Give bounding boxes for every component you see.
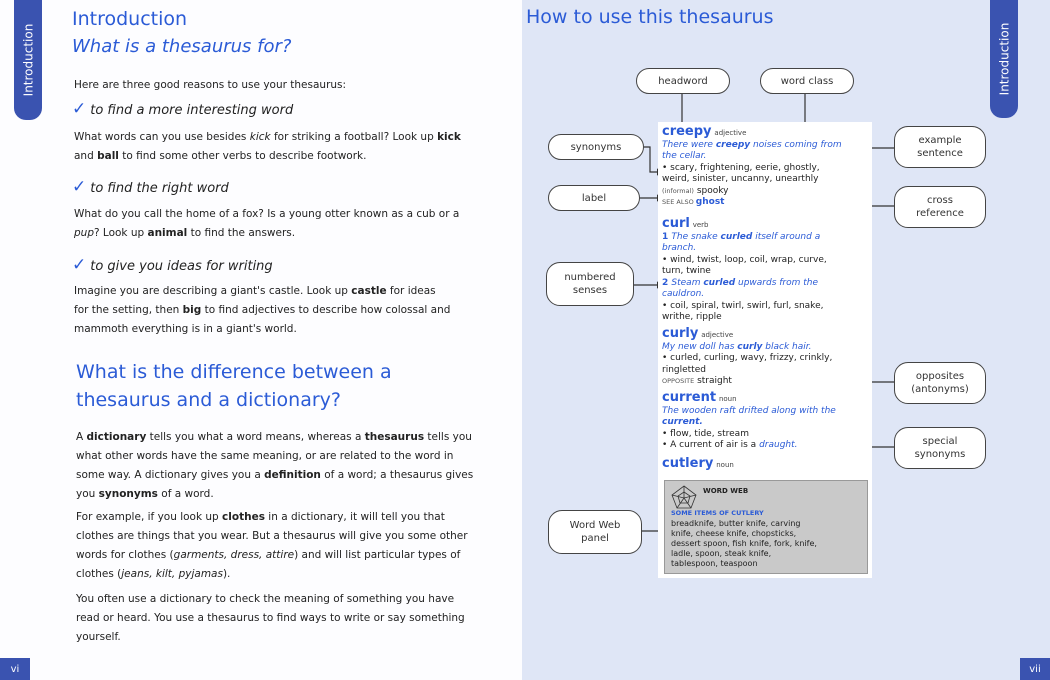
reason-1-text: What words can you use besides kick for striking a football? Look up kick and ball to find some other verbs to describe footwork. [74, 131, 461, 162]
reason-1-heading [72, 99, 293, 119]
right-page [522, 0, 1050, 680]
word-web-title: WORD WEB [703, 487, 749, 495]
word-class: verb [692, 221, 709, 229]
reason-3-heading [72, 255, 273, 275]
sample-entries-panel [658, 122, 872, 578]
headword: current [662, 390, 717, 405]
entry-current: current noun The wooden raft drifted along with the current. • flow, tide, stream • A current of air is a draught. [662, 390, 836, 450]
word-class: adjective [701, 331, 734, 339]
word-class: adjective [714, 129, 747, 137]
callout-example-sentence: example sentence [894, 126, 986, 168]
headword: cutlery [662, 456, 714, 471]
word-web-subtitle: SOME ITEMS OF CUTLERY [671, 509, 764, 517]
word-class: noun [718, 395, 737, 403]
reason-2-heading [72, 177, 229, 197]
entry-creepy: creepy adjective There were creepy noises coming from the cellar. • scary, frightening, eerie, ghostly, weird, sinister, uncanny, unearthly (informal) spooky SEE ALSO ghost [662, 124, 842, 207]
label-tag: (informal) [662, 186, 694, 195]
example-sentence: There were creepy noises coming from the cellar. [662, 139, 842, 161]
section-tab-left [14, 0, 42, 120]
section-tab-label: Introduction [21, 23, 36, 97]
reason-2-text: What do you call the home of a fox? Is a young otter known as a cub or a pup? Look up animal to find the answers. [74, 208, 460, 239]
synonyms: • scary, frightening, eerie, ghostly, [662, 162, 820, 173]
word-class: noun [716, 461, 734, 469]
section-tab-label: Introduction [997, 22, 1012, 96]
headword: curly [662, 326, 699, 341]
word-web-list: breadknife, butter knife, carving knife, cheese knife, chopsticks, dessert spoon, fish knife, fork, knife, ladle, spoon, steak knife, tablespoon, teaspoon [671, 519, 817, 568]
difference-paragraph-2: For example, if you look up clothes in a dictionary, it will tell you that clothes are things that you wear. But a thesaurus will give you some other words for clothes (garments, dress, attire) and will list particular types of clothes (jeans, kilt, pyjamas). [76, 511, 468, 580]
entry-cutlery [662, 458, 868, 472]
callout-opposites: opposites (antonyms) [894, 362, 986, 404]
reason-3-text: Imagine you are describing a giant's castle. Look up castle for ideas for the setting, then big to find adjectives to describe how colossal and mammoth everything is in a giant's world. [74, 285, 451, 335]
reason-2-title: to find the right word [90, 181, 229, 196]
checkmark-icon: ✓ [72, 99, 87, 119]
page-number-left: vi [0, 658, 30, 680]
left-page [0, 0, 522, 680]
headword: creepy [662, 124, 712, 139]
page-number-right: vii [1020, 658, 1050, 680]
entry-curly: curly adjective My new doll has curly black hair. • curled, curling, wavy, frizzy, crinkly, ringletted OPPOSITE straight [662, 326, 833, 386]
callout-word-class: word class [760, 68, 854, 94]
headword: curl [662, 216, 690, 231]
reason-1-title: to find a more interesting word [90, 103, 294, 118]
reason-3-title: to give you ideas for writing [90, 259, 273, 274]
callout-word-web-panel: Word Web panel [548, 510, 642, 554]
page-heading: How to use this thesaurus [526, 6, 774, 28]
difference-heading: What is the difference between a thesaurus and a dictionary? [76, 361, 392, 411]
callout-synonyms: synonyms [548, 134, 644, 160]
spider-web-icon [669, 484, 699, 510]
callout-cross-reference: cross reference [894, 186, 986, 228]
page-subheading: What is a thesaurus for? [72, 36, 292, 57]
checkmark-icon: ✓ [72, 177, 87, 197]
opposite-word: straight [697, 376, 732, 386]
cross-reference: ghost [695, 197, 725, 207]
callout-numbered-senses: numbered senses [546, 262, 634, 306]
opposite-label: OPPOSITE [662, 377, 695, 385]
entry-curl: curl verb 1 The snake curled itself around a branch. • wind, twist, loop, coil, wrap, curve, turn, twine 2 Steam curled upwards from the cauldron. • coil, spiral, twirl, swirl, furl, snake, writhe, ripple [662, 216, 827, 322]
callout-headword: headword [636, 68, 730, 94]
callout-label: label [548, 185, 640, 211]
intro-text: Here are three good reasons to use your thesaurus: [74, 79, 347, 91]
difference-paragraph-3: You often use a dictionary to check the meaning of something you have read or heard. You use a thesaurus to find ways to write or say something yourself. [76, 593, 465, 643]
callout-special-synonyms: special synonyms [894, 427, 986, 469]
difference-paragraph-1: A dictionary tells you what a word means, whereas a thesaurus tells you what other words have the same meaning, or are related to the word in some way. A dictionary gives you a definition of a word; a thesaurus gives you synonyms of a word. [76, 431, 474, 500]
checkmark-icon: ✓ [72, 255, 87, 275]
page-heading: Introduction [72, 8, 188, 30]
word-web-panel [664, 480, 868, 574]
